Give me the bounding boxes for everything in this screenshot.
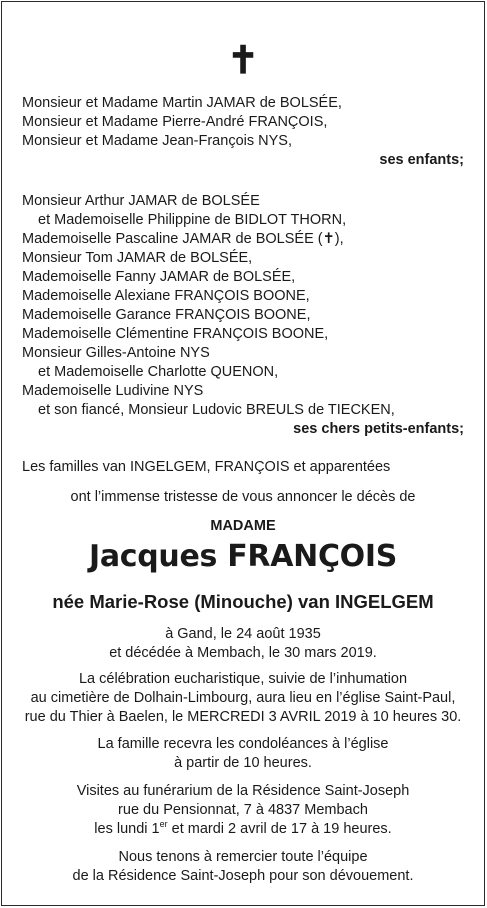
visits-days-sup: er bbox=[159, 819, 168, 830]
grandchild-line: Mademoiselle Alexiane FRANÇOIS BOONE, bbox=[22, 288, 310, 304]
visits-line: rue du Pensionnat, 7 à 4837 Membach bbox=[118, 802, 368, 818]
condolences-block bbox=[22, 735, 464, 773]
thanks-line: Nous tenons à remercier toute l’équipe bbox=[118, 849, 368, 865]
visits-days-a: les lundi 1 bbox=[94, 821, 160, 837]
visits-line bbox=[22, 820, 464, 839]
ceremony-line: rue du Thier à Baelen, le MERCREDI 3 AVRIL 2019 à 10 heures 30. bbox=[24, 709, 462, 725]
grandchild-line: Mademoiselle Ludivine NYS bbox=[22, 383, 204, 399]
thanks-block bbox=[22, 848, 464, 886]
cross-icon: ✝ bbox=[227, 37, 259, 82]
children-list bbox=[22, 94, 464, 170]
deceased-name: Jacques FRANÇOIS bbox=[88, 539, 398, 574]
visits-line: Visites au funérarium de la Résidence Saint-Joseph bbox=[76, 783, 410, 799]
death-line: et décédée à Membach, le 30 mars 2019. bbox=[109, 645, 377, 661]
obituary-frame bbox=[1, 1, 485, 906]
grandchild-line: Mademoiselle Pascaline JAMAR de BOLSÉE (✝), bbox=[22, 231, 344, 247]
grandchild-line: Mademoiselle Fanny JAMAR de BOLSÉE, bbox=[22, 269, 296, 285]
dates-block bbox=[22, 625, 464, 663]
grandchild-line: Mademoiselle Clémentine FRANÇOIS BOONE, bbox=[22, 326, 329, 342]
grandchild-line: Monsieur Arthur JAMAR de BOLSÉE bbox=[22, 193, 260, 209]
condolences-line: La famille recevra les condoléances à l’église bbox=[97, 736, 389, 752]
announcement-line: ont l’immense tristesse de vous annoncer le décès de bbox=[70, 489, 416, 505]
ceremony-line: La célébration eucharistique, suivie de l’inhumation bbox=[78, 671, 408, 687]
families-line: Les familles van INGELGEM, FRANÇOIS et apparentées bbox=[22, 459, 391, 475]
grandchild-line: et Mademoiselle Philippine de BIDLOT THORN, bbox=[38, 212, 347, 228]
grandchild-line: Mademoiselle Garance FRANÇOIS BOONE, bbox=[22, 307, 311, 323]
child-line: Monsieur et Madame Jean-François NYS, bbox=[22, 133, 292, 149]
grandchildren-list bbox=[22, 192, 464, 439]
visits-days-b: et mardi 2 avril de 17 à 19 heures. bbox=[167, 821, 392, 837]
grandchild-line: et son fiancé, Monsieur Ludovic BREULS de TIECKEN, bbox=[38, 402, 395, 418]
condolences-line: à partir de 10 heures. bbox=[174, 755, 312, 771]
visits-block bbox=[22, 782, 464, 839]
child-line: Monsieur et Madame Pierre-André FRANÇOIS, bbox=[22, 114, 328, 130]
grandchild-line: et Mademoiselle Charlotte QUENON, bbox=[38, 364, 279, 380]
deceased-title: MADAME bbox=[210, 518, 276, 534]
grandchild-line: Monsieur Tom JAMAR de BOLSÉE, bbox=[22, 250, 253, 266]
child-line: Monsieur et Madame Martin JAMAR de BOLSÉE, bbox=[22, 95, 342, 111]
maiden-name: née Marie-Rose (Minouche) van INGELGEM bbox=[52, 591, 434, 612]
ceremony-block bbox=[10, 670, 476, 727]
grandchild-line: Monsieur Gilles-Antoine NYS bbox=[22, 345, 210, 361]
grandchildren-label: ses chers petits-enfants; bbox=[293, 421, 464, 437]
birth-line: à Gand, le 24 août 1935 bbox=[165, 626, 321, 642]
thanks-line: de la Résidence Saint-Joseph pour son dévouement. bbox=[72, 868, 414, 884]
children-label: ses enfants; bbox=[379, 152, 464, 168]
ceremony-line: au cimetière de Dolhain-Limbourg, aura lieu en l’église Saint-Paul, bbox=[30, 690, 456, 706]
